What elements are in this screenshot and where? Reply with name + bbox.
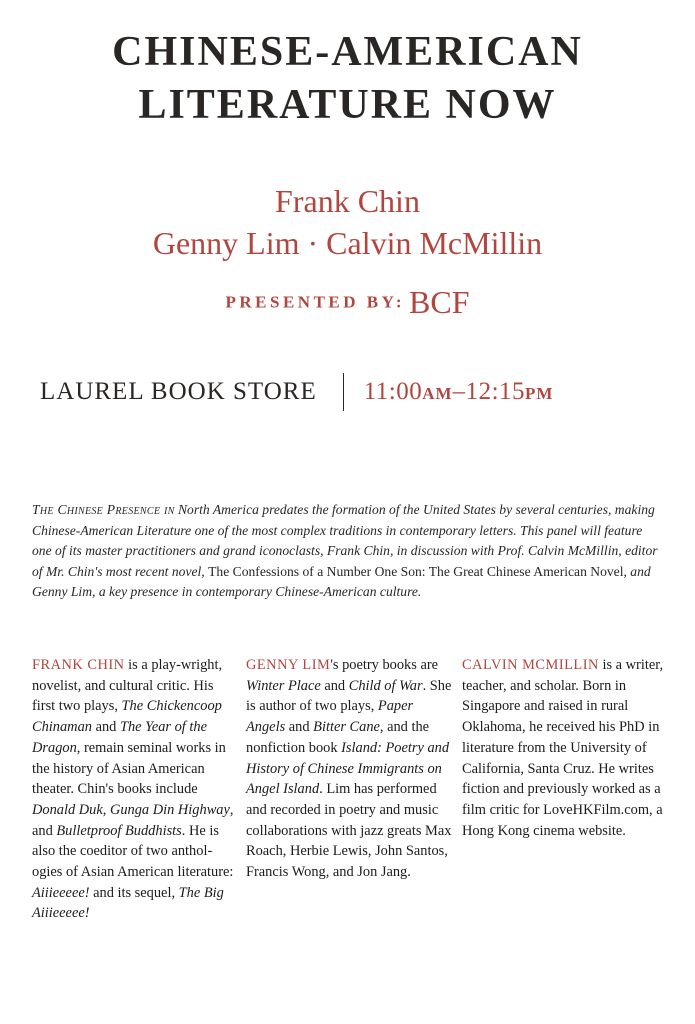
time-end: 12:15 xyxy=(465,378,526,405)
speaker-frank-chin: Frank Chin xyxy=(275,183,420,219)
event-title-line-1: CHINESE-AMERICAN xyxy=(112,29,583,75)
speaker-genny-lim: Genny Lim xyxy=(152,225,300,261)
venue-name: LAUREL BOOK STORE xyxy=(40,378,317,405)
work-title: Child of War xyxy=(348,677,423,694)
speaker-calvin-mcmillin: Calvin McMillin xyxy=(326,225,543,261)
bio-text: is a play-wright, novelist, and cultural critic. His first two plays, xyxy=(32,657,223,715)
time-am: AM xyxy=(422,384,453,403)
intro-book-title: The Confessions of a Number One Son: The Great Chinese American Novel, xyxy=(208,563,627,579)
bio-text: , xyxy=(102,801,110,818)
bio-text: . He is also the coeditor of two anthol-ogies of Asian American literature: xyxy=(32,822,234,881)
venue-divider xyxy=(343,373,344,411)
time-dash: – xyxy=(452,378,466,405)
intro-text-a: North America predates the formation of the United States by several centuries, making Chinese-American Literature one of the most complex traditions in contemporary letters. This panel will feature one of its master practitioners and grand iconoclasts, Frank Chin, in discussion with Prof. Calvin McMillin, editor of Mr. Chin's most recent novel, xyxy=(32,502,658,579)
work-title: Paper Angels xyxy=(246,698,414,736)
bio-text: , and xyxy=(32,801,234,839)
bio-name-frank-chin: FRANK CHIN xyxy=(32,657,125,673)
bio-name-calvin-mcmillin: CALVIN MCMILLIN xyxy=(462,657,599,673)
time-start: 11:00 xyxy=(363,378,423,405)
bio-text: , remain seminal works in the history of Asian American theater. Chin's books include xyxy=(32,739,226,798)
speaker-separator: · xyxy=(307,225,319,261)
event-title xyxy=(0,26,695,132)
work-title: The Big Aiiieeeee! xyxy=(32,884,224,922)
work-title: Island: Poetry and History of Chinese Immigrants on Angel Island xyxy=(246,739,450,798)
work-title: The Chickencoop Chinaman xyxy=(32,698,222,736)
work-title: Bulletproof Buddhists xyxy=(56,822,182,839)
bio-text: and its sequel, xyxy=(89,884,179,901)
speaker-line-2 xyxy=(0,222,695,264)
work-title: Donald Duk xyxy=(32,801,103,818)
speaker-list xyxy=(0,180,695,264)
bio-text: 's poetry books are xyxy=(330,657,439,673)
intro-paragraph xyxy=(32,500,664,603)
intro-lead: The Chinese Presence in xyxy=(32,502,175,517)
work-title: Winter Place xyxy=(246,677,321,694)
bio-name-genny-lim: GENNY LIM xyxy=(246,657,331,673)
presenter-org: BCF xyxy=(409,284,470,320)
bio-text: and xyxy=(320,677,349,694)
bio-text: . Lim has performed and recorded in poetry and music collaborations with jazz greats Max Roach, Herbie Lewis, John Santos, Francis Wong, and Jon Jang. xyxy=(246,781,452,881)
presented-by xyxy=(0,284,695,321)
work-title: The Year of the Dragon xyxy=(32,719,207,756)
bio-text: is a writer, teacher, and scholar. Born in Singapore and raised in rural Oklahoma, he received his PhD in literature from the University of California, Santa Cruz. He writes fiction and previously worked as a film critic for LoveHKFilm.com, a Hong Kong cinema website. xyxy=(462,657,664,839)
work-title: Aiiieeeee! xyxy=(32,884,90,901)
work-title: Gunga Din Highway xyxy=(109,801,230,818)
event-title-line-2: LITERATURE NOW xyxy=(138,82,557,128)
bio-text: and xyxy=(91,719,120,736)
bio-text: . She is author of two plays, xyxy=(246,677,452,715)
presented-by-label: PRESENTED BY: xyxy=(225,292,405,312)
bio-calvin-mcmillin xyxy=(462,655,672,841)
event-time xyxy=(364,378,554,406)
bio-text: , and the nonfiction book xyxy=(246,719,430,756)
bio-genny-lim xyxy=(246,655,454,883)
intro-text-b: and Genny Lim, a key presence in contemporary Chinese-American culture. xyxy=(32,563,651,600)
time-pm: PM xyxy=(525,384,554,403)
venue-time-bar xyxy=(40,372,553,412)
bio-text: and xyxy=(285,719,314,736)
bio-frank-chin xyxy=(32,655,240,924)
work-title: Bitter Cane xyxy=(313,719,380,736)
